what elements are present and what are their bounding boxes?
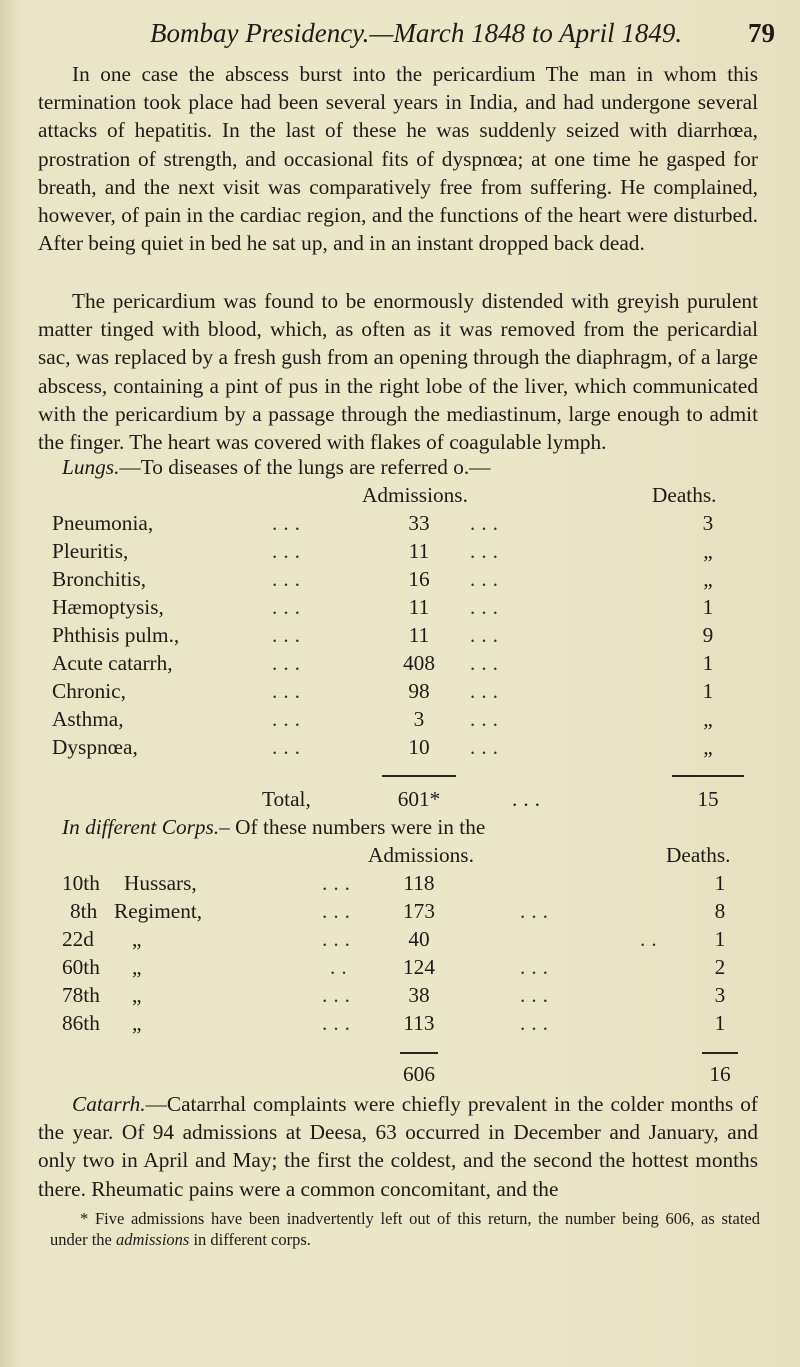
admissions-value: 10	[408, 735, 430, 759]
leader-dots: ...	[272, 539, 306, 563]
corps-number: 60th	[62, 955, 100, 979]
catarrh-text: —Catarrhal complaints were chiefly prevalent in the colder months of the year. Of 94 admissions at Deesa, 63 occurred in December and January, and only two in April and May; the first the coldest, and the second the hottest months there. Rheumatic pains were a common concomitant, and the	[38, 1092, 758, 1201]
corps-unit: „	[132, 955, 142, 979]
lungs-heading: Lungs.	[62, 455, 120, 479]
leader-dots: ...	[520, 899, 554, 923]
corps-number: 86th	[62, 1011, 100, 1035]
lungs-row	[0, 679, 800, 707]
admissions-value: 118	[403, 871, 435, 895]
leader-dots: ...	[470, 567, 504, 591]
leader-dots: ...	[470, 623, 504, 647]
corps-total-admissions: 606	[403, 1062, 435, 1086]
lungs-col-admissions: Admissions.	[362, 483, 468, 507]
deaths-value: 8	[714, 899, 726, 923]
lungs-total-deaths: 15	[697, 787, 719, 811]
deaths-value: 1	[702, 679, 714, 703]
disease-label: Pneumonia,	[52, 511, 154, 535]
deaths-value: 1	[714, 1011, 726, 1035]
leader-dots: ...	[520, 955, 554, 979]
leader-dots: ...	[470, 679, 504, 703]
corps-row	[0, 871, 800, 899]
corps-label	[62, 927, 141, 952]
leader-dots: ...	[272, 707, 306, 731]
leader-dots: ...	[470, 735, 504, 759]
running-header	[150, 18, 775, 54]
admissions-value: 33	[408, 511, 430, 535]
deaths-value: „	[703, 707, 713, 731]
corps-label	[62, 955, 141, 980]
corps-unit: „	[132, 1011, 142, 1035]
admissions-value: 11	[408, 539, 430, 563]
leader-dots: ...	[470, 511, 504, 535]
disease-label: Chronic,	[52, 679, 126, 703]
paragraph-catarrh	[38, 1090, 758, 1203]
lungs-row	[0, 567, 800, 595]
deaths-value: 2	[714, 955, 726, 979]
deaths-value: „	[703, 735, 713, 759]
corps-number: 8th	[70, 899, 98, 923]
leader-dots: ...	[470, 651, 504, 675]
disease-label: Dyspnœa,	[52, 735, 138, 759]
corps-col-admissions: Admissions.	[368, 843, 474, 867]
corps-col-deaths: Deaths.	[666, 843, 731, 867]
admissions-value: 38	[408, 983, 430, 1007]
leader-dots: ...	[272, 679, 306, 703]
lungs-row	[0, 623, 800, 651]
disease-label: Hæmoptysis,	[52, 595, 164, 619]
footnote	[50, 1208, 760, 1250]
corps-row	[0, 899, 800, 927]
admissions-total-rule	[382, 775, 456, 777]
leader-dots: ...	[322, 927, 356, 951]
corps-row	[0, 955, 800, 983]
deaths-value: 3	[714, 983, 726, 1007]
deaths-value: 1	[702, 651, 714, 675]
lungs-row	[0, 707, 800, 735]
leader-dots: ...	[322, 871, 356, 895]
leader-dots: ...	[520, 1011, 554, 1035]
admissions-value: 408	[403, 651, 435, 675]
leader-dots: ...	[470, 539, 504, 563]
admissions-value: 98	[408, 679, 430, 703]
corps-label	[62, 1011, 141, 1036]
disease-label: Acute catarrh,	[52, 651, 173, 675]
leader-dots: ...	[272, 735, 306, 759]
corps-admissions-rule	[400, 1052, 438, 1054]
admissions-value: 113	[403, 1011, 435, 1035]
leader-dots: ...	[470, 707, 504, 731]
corps-total-deaths: 16	[709, 1062, 731, 1086]
leader-dots: ...	[470, 595, 504, 619]
lungs-total-label: Total,	[262, 787, 311, 811]
corps-row	[0, 927, 800, 955]
deaths-total-rule	[672, 775, 744, 777]
paragraph-pericardium: The pericardium was found to be enormously distended with greyish purulent matter tinged with blood, which, as often as it was removed from the pericardial sac, was replaced by a fresh gush from an opening through the diaphragm, of a large abscess, containing a pint of pus in the right lobe of the liver, which communicated with the pericardium by a passage through the mediastinum, large enough to admit the finger. The heart was covered with flakes of coagulable lymph.	[38, 289, 758, 455]
corps-unit: Regiment,	[114, 899, 203, 923]
corps-unit: „	[132, 983, 142, 1007]
admissions-value: 3	[413, 707, 425, 731]
corps-number: 78th	[62, 983, 100, 1007]
leader-dots: ...	[322, 899, 356, 923]
leader-dots: ...	[272, 567, 306, 591]
leader-dots: ...	[272, 511, 306, 535]
page-number: 79	[748, 18, 775, 48]
deaths-value: 1	[702, 595, 714, 619]
admissions-value: 124	[403, 955, 435, 979]
deaths-value: 3	[702, 511, 714, 535]
lungs-total-admissions: 601*	[397, 787, 441, 811]
leader-dots: ..	[640, 927, 663, 951]
disease-label: Pleuritis,	[52, 539, 129, 563]
lungs-row	[0, 735, 800, 763]
footnote-italic-word: admissions	[115, 1230, 190, 1249]
corps-row	[0, 1011, 800, 1039]
corps-intro-text: – Of these numbers were in the	[219, 815, 486, 839]
lungs-intro-text: —To diseases of the lungs are referred o.—	[119, 455, 491, 479]
leader-dots: ...	[322, 983, 356, 1007]
footnote-marker: *	[80, 1209, 89, 1228]
leader-dots: ...	[322, 1011, 356, 1035]
admissions-value: 11	[408, 595, 430, 619]
admissions-value: 16	[408, 567, 430, 591]
leader-dots: ...	[272, 651, 306, 675]
leader-dots: ...	[520, 983, 554, 1007]
deaths-value: „	[703, 539, 713, 563]
footnote-text-after: in different corps.	[193, 1230, 311, 1249]
disease-label: Bronchitis,	[52, 567, 147, 591]
deaths-value: „	[703, 567, 713, 591]
lungs-row	[0, 595, 800, 623]
catarrh-heading: Catarrh.	[72, 1092, 146, 1116]
leader-dots: ...	[272, 595, 306, 619]
corps-label	[70, 899, 202, 924]
lungs-row	[0, 511, 800, 539]
admissions-value: 173	[403, 899, 435, 923]
admissions-value: 40	[408, 927, 430, 951]
corps-heading: In different Corps.	[62, 815, 220, 839]
admissions-value: 11	[408, 623, 430, 647]
corps-label	[62, 983, 141, 1008]
deaths-value: 9	[702, 623, 714, 647]
deaths-value: 1	[714, 927, 726, 951]
corps-deaths-rule	[702, 1052, 738, 1054]
deaths-value: 1	[714, 871, 726, 895]
lungs-row	[0, 539, 800, 567]
corps-intro	[62, 815, 485, 840]
corps-unit: „	[132, 927, 142, 951]
corps-number: 22d	[62, 927, 94, 951]
header-title: Bombay Presidency.—March 1848 to April 1849.	[150, 18, 683, 48]
lungs-row	[0, 651, 800, 679]
footnote-text-before: Five admissions have been inadvertently left out of this return, the number being 606, as stated under the	[50, 1209, 760, 1249]
corps-unit: Hussars,	[124, 871, 197, 895]
leader-dots: ..	[330, 955, 353, 979]
lungs-intro	[62, 455, 490, 480]
corps-number: 10th	[62, 871, 100, 895]
leader-dots: ...	[272, 623, 306, 647]
lungs-col-deaths: Deaths.	[652, 483, 717, 507]
corps-row	[0, 983, 800, 1011]
disease-label: Asthma,	[52, 707, 124, 731]
disease-label: Phthisis pulm.,	[52, 623, 180, 647]
leader-dots: ...	[512, 787, 546, 811]
paragraph-abscess-case: In one case the abscess burst into the pericardium The man in whom this termination took place had been several years in India, and had undergone several attacks of hepatitis. In the last of these he was suddenly seized with diarrhœa, prostration of strength, and occasional fits of dyspnœa; at one time he gasped for breath, and the next visit was comparatively free from suffering. He complained, however, of pain in the cardiac region, and the functions of the heart were disturbed. After being quiet in bed he sat up, and in an instant dropped back dead.	[38, 62, 758, 256]
corps-label	[62, 871, 197, 896]
